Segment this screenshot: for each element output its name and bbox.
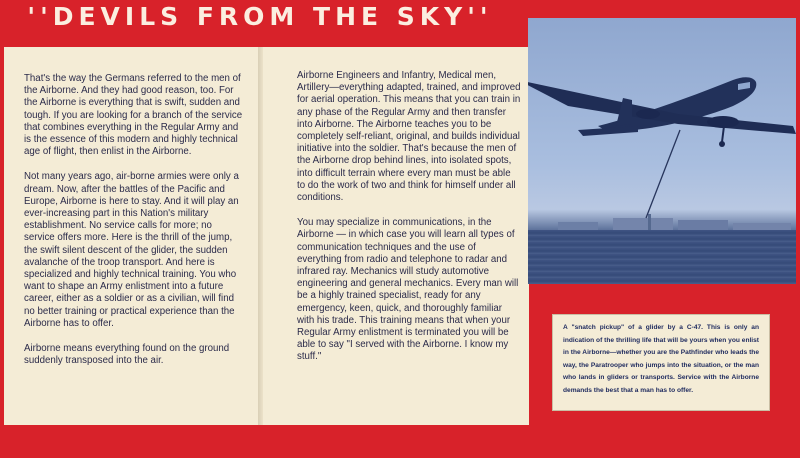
middle-text-panel	[263, 47, 529, 425]
aircraft-photo	[528, 18, 796, 284]
paragraph: You may specialize in communications, in the Airborne — in which case you will learn all types of communication techniques and the use of everything from radio and telephone to radar and infrared ray. Mechanics will study automotive engineering and general mechanics. Every man will be a highly trained specialist, ready for any emergency, keen, quick, and thoroughly familiar with his trade. This training means that when your Regular Army enlistment is terminated you will be able to say "I served with the Airborne. I know my stuff."	[297, 217, 519, 363]
paragraph: That's the way the Germans referred to the men of the Airborne. And they had good reason, too. For the Airborne is everything that is swift, sudden and tough. If you are looking for a branch of the service that combines everything in the Regular Army and is the essence of this modern and highly technical age of flight, then enlist in the Airborne.	[24, 73, 243, 158]
photo-caption-box	[552, 314, 770, 411]
c47-plane-icon	[528, 18, 796, 284]
left-text-panel	[4, 47, 259, 425]
photo-caption: A "snatch pickup" of a glider by a C-47. This is only an indication of the thrilling life that will be yours when you enlist in the Airborne—whether you are the Pathfinder who leads the way, the Paratrooper who jumps into the situation, or the man who lands in gliders or transports. Service with the Airborne demands the best that a man has to offer.	[563, 324, 759, 394]
brochure-title: ''DEVILS FROM THE SKY''	[27, 2, 493, 31]
paragraph: Not many years ago, air-borne armies were only a dream. Now, after the battles of the Pacific and Europe, Airborne is here to stay. And it will play an ever-increasing part in this Nation's military establishment. No service calls for more; no service offers more. Here is the thrill of the jump, the swift silent descent of the glider, the sudden avalanche of the troop transport. And here is specialized and highly technical training. You who want to shape an Army enlistment into a future career, either as a soldier or as a civilian, will find no better training or practical experience than the Airborne has to offer.	[24, 171, 239, 329]
paragraph: Airborne means everything found on the ground suddenly transposed into the air.	[24, 343, 230, 367]
paragraph: Airborne Engineers and Infantry, Medical men, Artillery—everything adapted, trained, and improved for aerial operation. This means that you can train in any phase of the Regular Army and then transfer into Airborne. The Airborne teaches you to be completely self-reliant, original, and builds individual initiative into the soldier. That's because the men of the Airborne drop behind lines, into isolated spots, into difficult terrain where every man must be able to do the work of two and think for himself under all conditions.	[297, 70, 521, 204]
